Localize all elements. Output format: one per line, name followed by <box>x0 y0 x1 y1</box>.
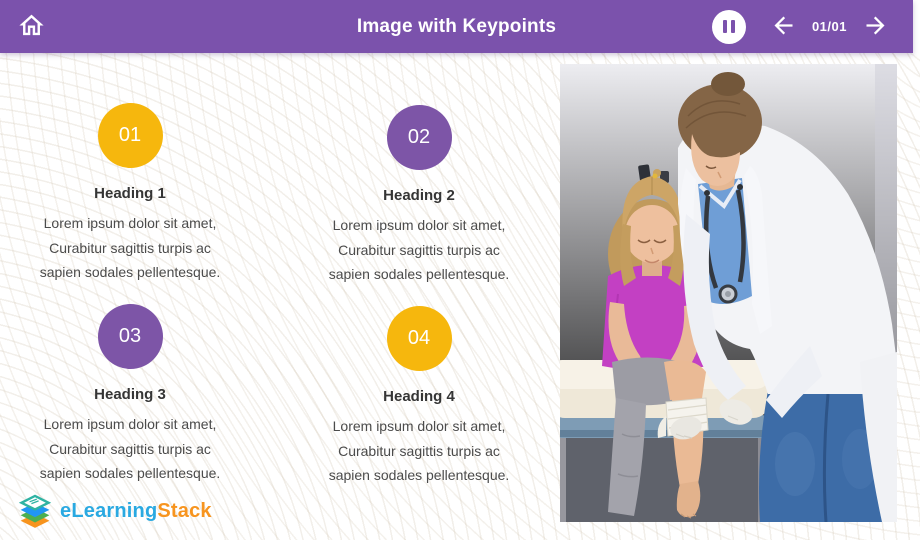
keypoint-heading-2: Heading 2 <box>383 187 455 204</box>
keypoint-item-4 <box>304 306 534 488</box>
page-title: Image with Keypoints <box>356 15 557 37</box>
keypoint-item-2 <box>304 105 534 287</box>
home-button[interactable] <box>14 10 48 44</box>
keypoint-heading-1: Heading 1 <box>94 185 166 202</box>
keypoint-item-3 <box>15 304 245 486</box>
home-icon <box>17 11 46 43</box>
keypoint-body-3: Lorem ipsum dolor sit amet, Curabitur sagittis turpis ac sapien sodales pellentesque. <box>39 416 221 481</box>
arrow-right-icon <box>862 12 889 42</box>
keypoint-heading-3: Heading 3 <box>94 386 166 403</box>
logo-stack-icon <box>17 488 53 535</box>
keypoint-body-1: Lorem ipsum dolor sit amet, Curabitur sagittis turpis ac sapien sodales pellentesque. <box>39 215 221 280</box>
logo-text: eLearningStack <box>60 500 212 522</box>
keypoint-body-4: Lorem ipsum dolor sit amet, Curabitur sagittis turpis ac sapien sodales pellentesque. <box>328 418 510 483</box>
pause-button[interactable] <box>712 10 746 44</box>
next-button[interactable] <box>861 13 889 41</box>
header-controls <box>712 0 913 53</box>
keypoint-heading-4: Heading 4 <box>383 388 455 405</box>
keypoint-number-badge-1[interactable]: 01 <box>98 103 163 168</box>
keypoint-number-badge-4[interactable]: 04 <box>387 306 452 371</box>
arrow-left-icon <box>770 12 797 42</box>
header-bar <box>0 0 913 53</box>
page-indicator: 01/01 <box>811 19 847 34</box>
prev-button[interactable] <box>770 13 798 41</box>
keypoint-body-2: Lorem ipsum dolor sit amet, Curabitur sagittis turpis ac sapien sodales pellentesque. <box>328 217 510 282</box>
pause-icon <box>723 20 735 33</box>
keypoint-number-badge-3[interactable]: 03 <box>98 304 163 369</box>
keypoint-number-badge-2[interactable]: 02 <box>387 105 452 170</box>
elearningstack-logo <box>17 488 212 535</box>
content-photo <box>560 64 897 522</box>
keypoint-item-1 <box>15 103 245 285</box>
